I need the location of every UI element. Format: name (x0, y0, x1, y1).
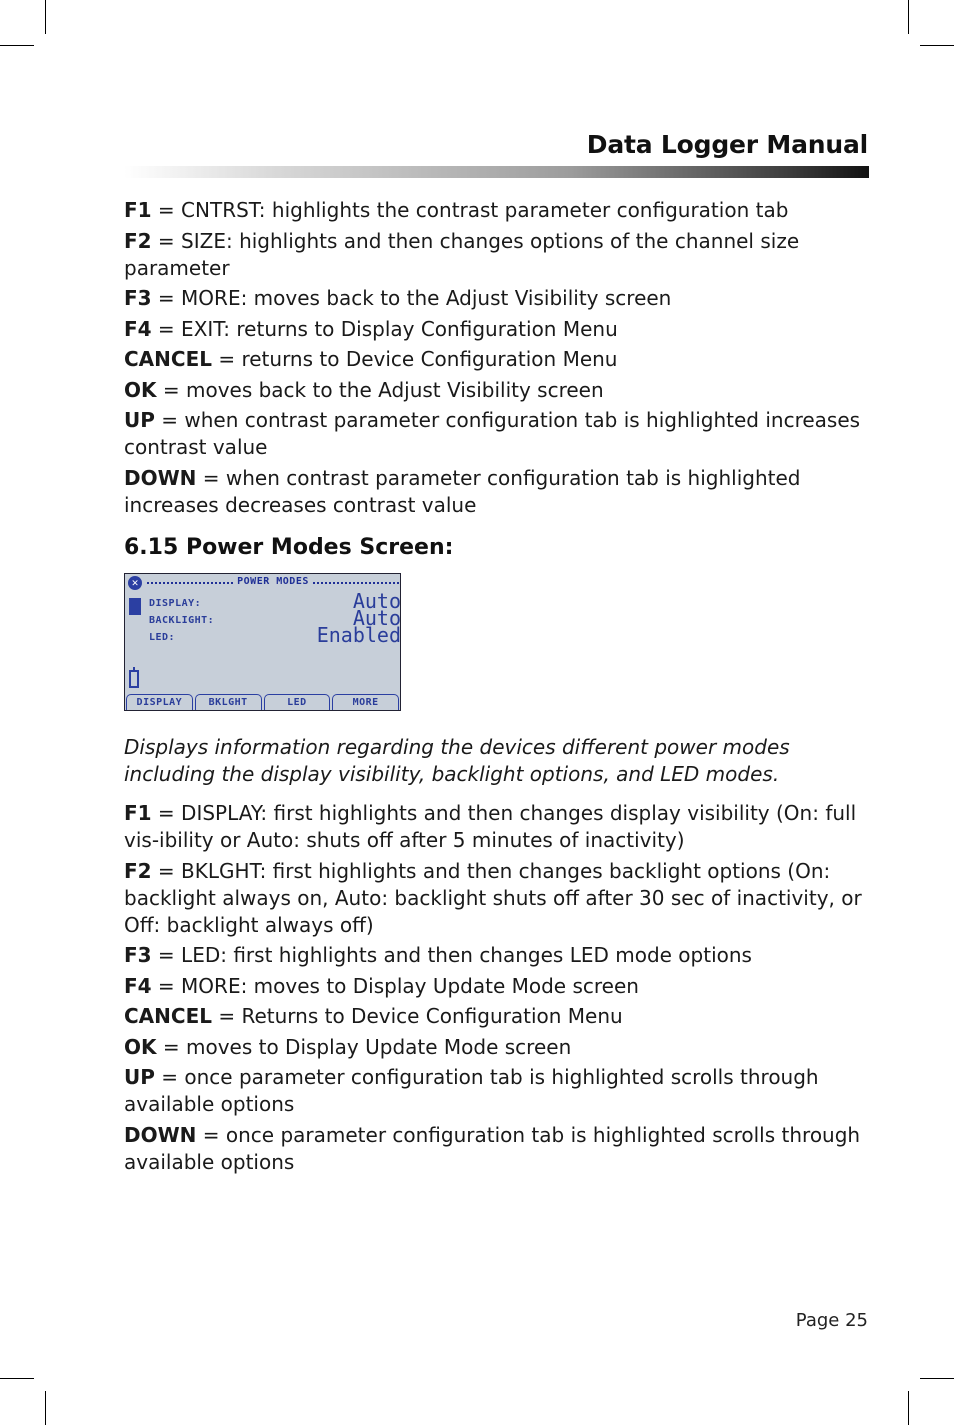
key-name: DOWN (124, 465, 197, 490)
key-definition (124, 285, 874, 312)
section-heading: 6.15 Power Modes Screen: (124, 535, 454, 560)
key-definition (124, 1034, 874, 1061)
key-name: F3 (124, 943, 152, 967)
lcd-title-bar (147, 575, 399, 587)
key-name: CANCEL (124, 347, 212, 371)
key-name: UP (124, 408, 155, 432)
key-description: = Returns to Device Configuration Menu (211, 1004, 623, 1028)
key-description: = MORE: moves back to the Adjust Visibility screen (151, 286, 672, 310)
lcd-row-value: Auto (352, 589, 401, 613)
key-description: = when contrast parameter configuration tab is highlighted increases decreases contrast value (124, 465, 801, 517)
key-definition (124, 1064, 874, 1118)
key-description: = MORE: moves to Display Update Mode screen (151, 973, 639, 998)
battery-icon (129, 670, 139, 688)
key-definition (124, 316, 874, 343)
key-description: = EXIT: returns to Display Configuration Menu (151, 316, 618, 341)
key-name: F4 (124, 316, 152, 341)
key-description: = once parameter configuration tab is highlighted scrolls through available options (124, 1065, 819, 1116)
crop-mark (908, 1391, 909, 1425)
lcd-softkey-tabs (125, 694, 400, 710)
key-name: OK (124, 377, 157, 402)
key-name: UP (124, 1065, 155, 1089)
key-description: = DISPLAY: first highlights and then changes display visibility (On: full vis-ibility or Auto: shuts off after 5 minutes of inactivity) (124, 801, 857, 852)
page-number: Page 25 (795, 1310, 868, 1331)
lcd-row-value: Auto (352, 606, 401, 630)
key-description: = CNTRST: highlights the contrast parameter configuration tab (151, 198, 789, 222)
key-description: = moves to Display Update Mode screen (156, 1034, 572, 1059)
key-description: = when contrast parameter configuration tab is highlighted increases contrast value (124, 408, 861, 459)
key-name: F2 (124, 858, 152, 883)
crop-mark (920, 1378, 954, 1379)
key-description: = returns to Device Configuration Menu (211, 347, 618, 371)
crop-mark (920, 45, 954, 46)
key-definition (124, 800, 874, 854)
key-definition (124, 1003, 874, 1030)
key-name: F1 (124, 198, 152, 222)
key-name: DOWN (124, 1122, 197, 1147)
lcd-row-label: BACKLIGHT: (149, 615, 215, 626)
lcd-row-label: DISPLAY: (149, 598, 202, 609)
power-modes-lcd-screenshot (124, 573, 401, 711)
lcd-tab-more: MORE (332, 694, 399, 710)
crop-mark (45, 1391, 46, 1425)
lcd-title: POWER MODES (237, 575, 309, 587)
lcd-row-value: Enabled (316, 623, 401, 647)
key-name: F2 (124, 228, 152, 253)
lcd-tab-display: DISPLAY (126, 694, 193, 710)
sd-card-icon (129, 598, 141, 615)
lcd-tab-bklght: BKLGHT (195, 694, 262, 710)
key-definition (124, 346, 874, 373)
key-definition (124, 407, 874, 461)
key-name: F1 (124, 801, 152, 825)
crop-mark (0, 45, 34, 46)
key-definition (124, 858, 874, 939)
crop-mark (45, 0, 46, 34)
page-header-title: Data Logger Manual (586, 130, 868, 159)
key-description: = BKLGHT: first highlights and then changes backlight options (On: backlight always on, Auto: backlight shuts off after 30 sec of inactivity, or Off: backlight always off) (124, 858, 862, 937)
key-definition (124, 377, 874, 404)
lcd-tab-led: LED (264, 694, 331, 710)
key-definition (124, 973, 874, 1000)
key-description: = LED: first highlights and then changes LED mode options (151, 943, 752, 967)
key-definition (124, 197, 874, 224)
crop-mark (0, 1378, 34, 1379)
figure-caption: Displays information regarding the devices different power modes including the display visibility, backlight options, and LED modes. (124, 735, 790, 786)
key-definition (124, 228, 874, 282)
key-name: F3 (124, 286, 152, 310)
key-name: OK (124, 1034, 157, 1059)
header-gradient-bar (124, 166, 869, 178)
key-definitions-top (124, 197, 874, 522)
key-definition (124, 465, 874, 519)
key-name: F4 (124, 973, 152, 998)
key-definition (124, 942, 874, 969)
key-definition (124, 1122, 874, 1176)
lcd-row-led (149, 623, 401, 647)
crop-mark (908, 0, 909, 34)
lcd-row-label: LED: (149, 632, 176, 643)
key-description: = moves back to the Adjust Visibility screen (156, 377, 604, 402)
key-description: = SIZE: highlights and then changes options of the channel size parameter (124, 228, 800, 280)
key-description: = once parameter configuration tab is highlighted scrolls through available options (124, 1122, 861, 1174)
close-icon: ✕ (128, 576, 142, 590)
key-definitions-bottom (124, 800, 874, 1179)
key-name: CANCEL (124, 1004, 212, 1028)
